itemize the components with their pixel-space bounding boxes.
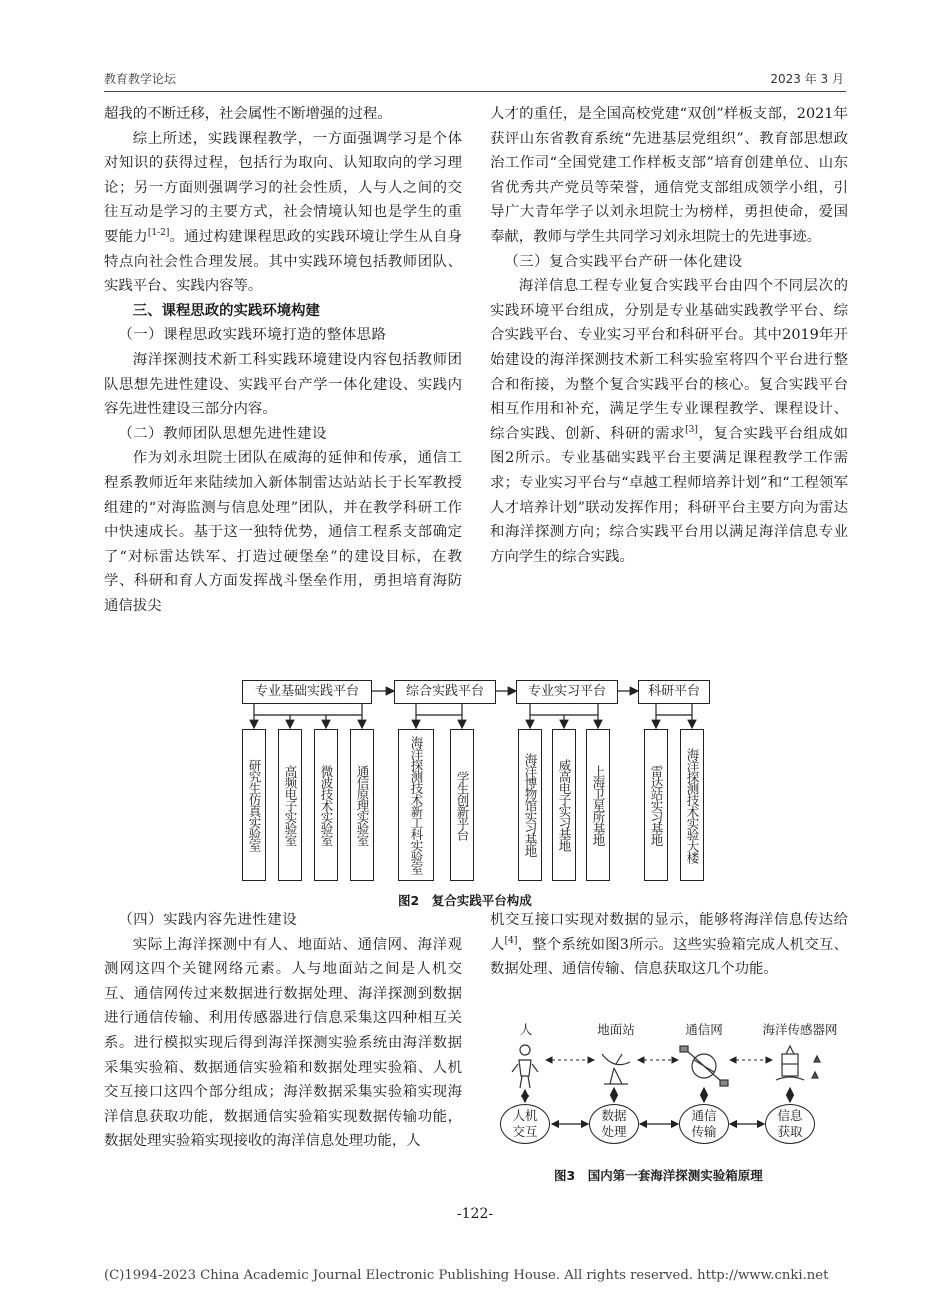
buoy-icon (776, 1046, 820, 1080)
unit-box: 学生创新平台 (450, 729, 474, 881)
paragraph: 实际上海洋探测中有人、地面站、通信网、海洋观测网这四个关键网络元素。人与地面站之间是人机交互、通信网传过来数据进行数据处理、海洋探测到数据进行通信传输、利用传感器进行信息采集这四种相互关系。进行模拟实现后得到海洋探测实验系统由海洋数据采集实验箱、数据通信实验箱和数据处理实验箱、人机交互接口这四个部分组成；海洋数据采集实验箱实现海洋信息获取功能，数据通信实验箱实现数据传输功能，数据处理实验箱实现接收的海洋信息处理功能，人 (104, 936, 462, 1150)
subsection-heading: （三）复合实践平台产研一体化建设 (504, 253, 743, 270)
paragraph: 超我的不断迁移，社会属性不断增强的过程。 (104, 106, 392, 122)
subsection-heading: （一）课程思政实践环境打造的整体思路 (118, 327, 387, 344)
label-comm-network: 通信网 (685, 1022, 723, 1037)
unit-box: 海洋博物馆实习基地 (518, 729, 542, 881)
text-run: ，复合实践平台组成如图2所示。专业基础实践平台主要满足课程教学工作需求；专业实习平台与“卓越工程师培养计划”和“工程领军人才培养计划”联动发挥作用；科研平台主要方向为雷达和海洋探测方向；综合实践平台用以满足海洋信息专业方向学生的综合实践。 (490, 425, 848, 565)
label-ground-station: 地面站 (597, 1022, 635, 1037)
node-hci (500, 1104, 550, 1144)
citation: [3] (685, 424, 698, 435)
copyright-footer: (C)1994-2023 China Academic Journal Electronic Publishing House. All rights reserved. http://www.cnki.net (104, 1268, 829, 1283)
figure-3-caption: 图3 国内第一套海洋探测实验箱原理 (554, 1168, 763, 1183)
figure-2-connectors (234, 680, 714, 890)
column-left-bottom (104, 908, 462, 1154)
subsection-heading: （四）实践内容先进性建设 (118, 912, 298, 928)
platform-internship: 专业实习平台 (516, 680, 618, 704)
unit-box: 上海卫星所基地 (586, 729, 610, 881)
unit-box: 威高电子实习基地 (552, 729, 576, 881)
node-label: 数据处理 (601, 1108, 627, 1139)
unit-box: 研究生仿真实验室 (242, 729, 266, 881)
label-sensor-network: 海洋传感器网 (762, 1022, 838, 1037)
column-left-top (104, 102, 462, 618)
unit-box: 通信原理实验室 (350, 729, 374, 881)
column-right-top (490, 102, 848, 569)
platform-basic: 专业基础实践平台 (242, 680, 372, 704)
text-run: 。通过构建课程思政的实践环境让学生从自身特点向社会性合理发展。其中实践环境包括教师团队、实践平台、实践内容等。 (104, 228, 462, 295)
unit-box: 雷达站实习基地 (644, 729, 668, 881)
text-run: ，整个系统如图3所示。这些实验箱完成人机交互、数据处理、通信传输、信息获取这几个功能。 (490, 936, 848, 978)
node-comm-transmission (679, 1104, 729, 1144)
text-run: 海洋信息工程专业复合实践平台由四个不同层次的实践环境平台组成，分别是专业基础实践教学平台、综合实践平台、专业实习平台和科研平台。其中2019年开始建设的海洋探测技术新工科实验室将四个平台进行整合和衔接，为整个复合实践平台的核心。复合实践平台相互作用和补充，满足学生专业课程教学、课程设计、综合实践、创新、科研的需求 (490, 278, 848, 442)
paragraph (104, 127, 462, 299)
citation: [1-2] (147, 227, 170, 238)
section-heading: 三、课程思政的实践环境构建 (132, 302, 320, 319)
figure-3 (494, 1020, 848, 1170)
unit-box: 海洋探测技术新工科实验室 (398, 729, 434, 881)
node-label: 通信传输 (691, 1108, 717, 1139)
paragraph (490, 908, 848, 982)
unit-box: 高频电子实验室 (278, 729, 302, 881)
platform-comprehensive: 综合实践平台 (394, 680, 496, 704)
label-person: 人 (519, 1022, 533, 1037)
citation: [4] (504, 935, 518, 946)
paragraph (490, 274, 848, 569)
page-number: -122- (456, 1206, 494, 1222)
text-run: 机交互接口实现对数据的显示，能够将海洋信息传达给人 (490, 912, 848, 953)
paragraph: 人才的重任，是全国高校党建“双创”样板支部，2021年获评山东省教育系统“先进基层党组织”、教育部思想政治工作司“全国党建工作样板支部”培育创建单位、山东省优秀共产党员等荣誉，通信党支部组成领学小组，引导广大青年学子以刘永坦院士为榜样，勇担使命，爱国奉献，教师与学生共同学习刘永坦院士的先进事迹。 (490, 106, 848, 245)
journal-name: 教育教学论坛 (104, 72, 177, 86)
paragraph: 海洋探测技术新工科实践环境建设内容包括教师团队思想先进性建设、实践平台产学一体化建设、实践内容先进性建设三部分内容。 (104, 351, 462, 418)
satellite-icon (680, 1046, 728, 1086)
header-rule (104, 91, 846, 92)
node-label: 人机交互 (512, 1108, 538, 1139)
node-label: 信息获取 (777, 1108, 803, 1139)
issue-date: 2023 年 3 月 (770, 72, 844, 86)
platform-research: 科研平台 (638, 680, 710, 704)
node-info-acquisition (765, 1104, 815, 1144)
subsection-heading: （二）教师团队思想先进性建设 (118, 425, 327, 442)
paragraph: 作为刘永坦院士团队在威海的延伸和传承，通信工程系教师近年来陆续加入新体制雷达站站长于长军教授组建的“对海监测与信息处理”团队，并在教学科研工作中快速成长。基于这一独特优势，通信工程系支部确定了“对标雷达铁军、打造过硬堡垒”的建设目标，在教学、科研和育人方面发挥战斗堡垒作用，勇担培育海防通信拔尖 (104, 450, 462, 614)
figure-2-caption: 图2 复合实践平台构成 (398, 893, 532, 908)
unit-box: 微波技术实验室 (314, 729, 338, 881)
text-run: 综上所述，实践课程教学，一方面强调学习是个体对知识的获得过程，包括行为取向、认知取向的学习理论；另一方面则强调学习的社会性质，人与人之间的交往互动是学习的主要方式，社会情境认知也是学生的重要能力 (104, 130, 462, 245)
figure-2 (234, 680, 714, 890)
column-right-bottom (490, 908, 848, 982)
person-icon (512, 1045, 538, 1088)
satellite-dish-icon (602, 1054, 630, 1084)
unit-box: 海洋探测技术实验大楼 (680, 729, 704, 881)
figure-3-graphics (494, 1020, 848, 1170)
node-data-processing (589, 1104, 639, 1144)
